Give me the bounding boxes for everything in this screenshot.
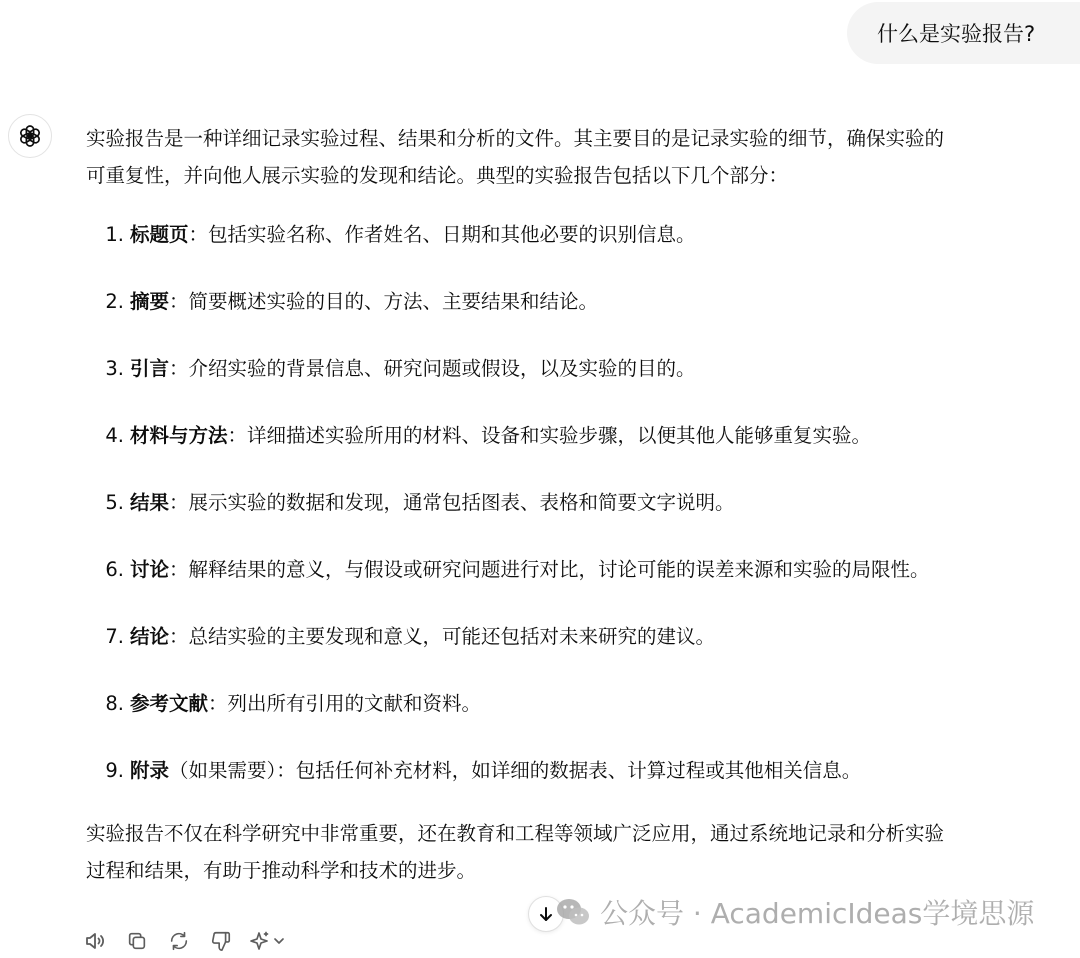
user-message-bubble: [847, 2, 1080, 64]
list-item-text: ：解释结果的意义，与假设或研究问题进行对比，讨论可能的误差来源和实验的局限性。: [169, 558, 930, 581]
model-switch-button[interactable]: [248, 926, 288, 956]
list-item: [86, 216, 1080, 253]
list-item-text: ：展示实验的数据和发现，通常包括图表、表格和简要文字说明。: [169, 491, 735, 514]
list-number: 5.: [105, 491, 124, 514]
list-item-text: ：介绍实验的背景信息、研究问题或假设，以及实验的目的。: [169, 357, 696, 380]
watermark: [556, 892, 1034, 932]
list-item-title: 摘要: [130, 290, 170, 313]
copy-button[interactable]: [122, 926, 152, 956]
list-item-title: 引言: [130, 357, 170, 380]
user-message-text: 什么是实验报告?: [877, 22, 1036, 46]
message-actions: [80, 926, 288, 956]
thumbs-down-button[interactable]: [206, 926, 236, 956]
list-item-note: （如果需要）: [169, 759, 277, 782]
list-item-title: 附录: [130, 759, 170, 782]
list-item-title: 材料与方法: [130, 424, 228, 447]
outro-line-2: 过程和结果，有助于推动科学和技术的进步。: [86, 859, 477, 882]
list-item-title: 参考文献: [130, 692, 209, 715]
list-item: [86, 752, 1080, 789]
copy-icon: [126, 930, 148, 952]
read-aloud-button[interactable]: [80, 926, 110, 956]
list-item: [86, 484, 1080, 521]
outro-line-1: 实验报告不仅在科学研究中非常重要，还在教育和工程等领域广泛应用，通过系统地记录和分析实验: [86, 822, 945, 845]
list-number: 1.: [105, 223, 124, 246]
list-number: 8.: [105, 692, 124, 715]
regenerate-icon: [168, 930, 190, 952]
list-number: 4.: [105, 424, 124, 447]
list-item: [86, 283, 1080, 320]
outro-paragraph: [86, 815, 1080, 889]
list-number: 6.: [105, 558, 124, 581]
list-number: 2.: [105, 290, 124, 313]
list-item-text: ：简要概述实验的目的、方法、主要结果和结论。: [169, 290, 599, 313]
watermark-text: 公众号 · AcademicIdeas学境思源: [600, 897, 1035, 930]
sparkle-model-icon: [249, 930, 287, 952]
list-item-title: 标题页: [130, 223, 189, 246]
list-item-text: ：总结实验的主要发现和意义，可能还包括对未来研究的建议。: [169, 625, 716, 648]
list-item-text: ：列出所有引用的文献和资料。: [208, 692, 482, 715]
intro-line-2: 可重复性，并向他人展示实验的发现和结论。典型的实验报告包括以下几个部分：: [86, 164, 789, 187]
list-item: [86, 417, 1080, 454]
wechat-logo-icon: [556, 897, 590, 927]
list-item: [86, 618, 1080, 655]
arrow-down-icon: [537, 905, 555, 923]
list-number: 7.: [105, 625, 124, 648]
openai-logo-icon: [17, 123, 43, 149]
list-item-text: ：包括任何补充材料，如详细的数据表、计算过程或其他相关信息。: [276, 759, 862, 782]
list-number: 3.: [105, 357, 124, 380]
assistant-avatar: [8, 114, 52, 158]
list-item: [86, 685, 1080, 722]
list-item-text: ：包括实验名称、作者姓名、日期和其他必要的识别信息。: [188, 223, 696, 246]
intro-paragraph: [86, 120, 1080, 194]
list-item: [86, 551, 1080, 588]
list-item-text: ：详细描述实验所用的材料、设备和实验步骤，以便其他人能够重复实验。: [227, 424, 872, 447]
list-number: 9.: [105, 759, 124, 782]
intro-line-1: 实验报告是一种详细记录实验过程、结果和分析的文件。其主要目的是记录实验的细节，确保实验的: [86, 127, 945, 150]
list-item-title: 结果: [130, 491, 170, 514]
list-item-title: 结论: [130, 625, 170, 648]
thumbs-down-icon: [210, 930, 232, 952]
list-item-title: 讨论: [130, 558, 170, 581]
assistant-message: [86, 120, 1080, 889]
regenerate-button[interactable]: [164, 926, 194, 956]
read-aloud-icon: [83, 929, 107, 953]
list-item: [86, 350, 1080, 387]
section-list: [86, 216, 1080, 789]
